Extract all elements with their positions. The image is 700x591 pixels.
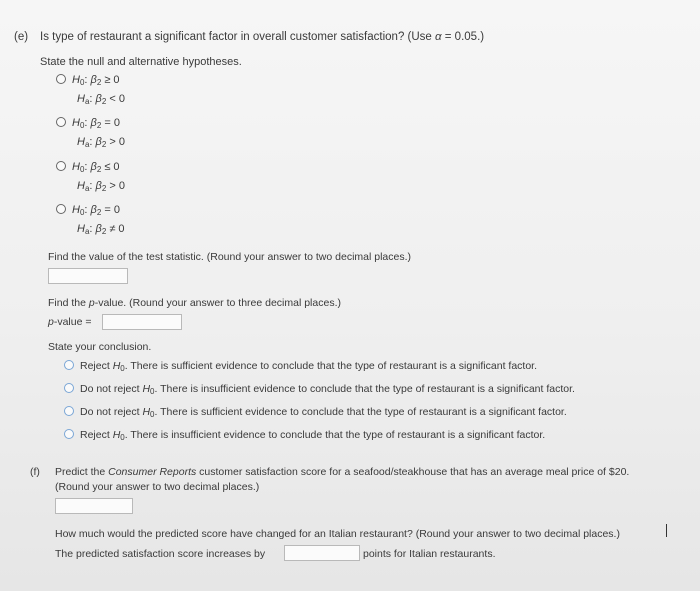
text-cursor-icon	[666, 524, 667, 537]
radio-button[interactable]	[56, 161, 66, 171]
change-prompt: How much would the predicted score have changed for an Italian restaurant? (Round your answer to two decimal places.)	[55, 528, 620, 540]
hypothesis-ha-4: $H_a$: $\beta_2 \ne 0$	[77, 223, 125, 236]
radio-button[interactable]	[56, 117, 66, 127]
change-suffix: points for Italian restaurants.	[363, 548, 496, 560]
conclusion-option-2[interactable]: Do not reject $H_0$. There is insufficient evidence to conclude that the type of restaurant is a significant factor.	[64, 383, 575, 396]
hypothesis-option-4[interactable]: $H_0$: $\beta_2 = 0$	[56, 204, 120, 217]
hypothesis-option-1[interactable]: $H_0$: $\beta_2 \ge 0$	[56, 74, 120, 87]
radio-button[interactable]	[64, 383, 74, 393]
conclusion-prompt: State your conclusion.	[48, 341, 152, 353]
hypothesis-option-3[interactable]: $H_0$: $\beta_2 \le 0$	[56, 161, 120, 174]
change-prefix: The predicted satisfaction score increases by	[55, 548, 266, 560]
pvalue-prompt: Find the p-value. (Round your answer to three decimal places.)	[48, 297, 341, 309]
hypothesis-ha-1: $H_a$: $\beta_2 < 0$	[77, 93, 125, 106]
hypotheses-prompt: State the null and alternative hypotheses.	[40, 56, 242, 68]
radio-button[interactable]	[56, 74, 66, 84]
test-stat-prompt: Find the value of the test statistic. (Round your answer to two decimal places.)	[48, 251, 412, 263]
part-e-question: Is type of restaurant a significant factor in overall customer satisfaction? (Use α = 0.05.)	[40, 31, 485, 43]
change-input[interactable]	[284, 545, 360, 561]
hypothesis-ha-3: $H_a$: $\beta_2 > 0$	[77, 180, 125, 193]
pvalue-label: p-value =	[48, 316, 92, 328]
part-f-label: (f)	[30, 466, 40, 478]
predicted-score-input[interactable]	[55, 498, 133, 514]
conclusion-option-4[interactable]: Reject $H_0$. There is insufficient evidence to conclude that the type of restaurant is a significant factor.	[64, 429, 545, 442]
radio-button[interactable]	[64, 360, 74, 370]
pvalue-input[interactable]	[102, 314, 182, 330]
conclusion-option-1[interactable]: Reject $H_0$. There is sufficient evidence to conclude that the type of restaurant is a significant factor.	[64, 360, 537, 373]
conclusion-option-3[interactable]: Do not reject $H_0$. There is sufficient evidence to conclude that the type of restaurant is a significant factor.	[64, 406, 567, 419]
part-f-round-note: (Round your answer to two decimal places.)	[55, 481, 260, 493]
part-f-question: Predict the Consumer Reports customer satisfaction score for a seafood/steakhouse that has an average meal price of $20.	[55, 466, 630, 478]
radio-button[interactable]	[64, 429, 74, 439]
radio-button[interactable]	[64, 406, 74, 416]
part-e-label: (e)	[14, 31, 29, 43]
hypothesis-option-2[interactable]: $H_0$: $\beta_2 = 0$	[56, 117, 120, 130]
radio-button[interactable]	[56, 204, 66, 214]
test-stat-input[interactable]	[48, 268, 128, 284]
hypothesis-ha-2: $H_a$: $\beta_2 > 0$	[77, 136, 125, 149]
